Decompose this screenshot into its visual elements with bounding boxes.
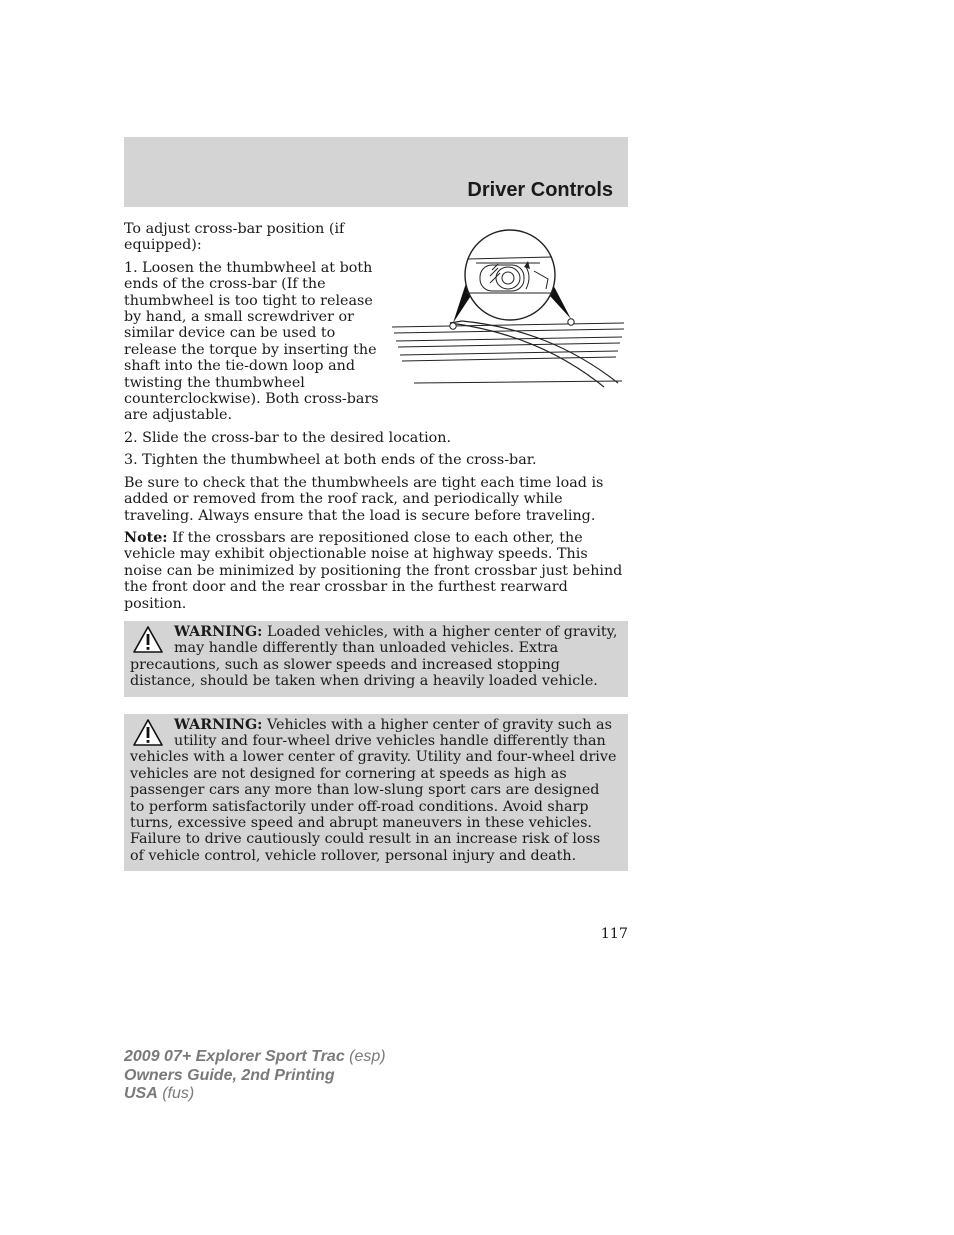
footer-line-3 xyxy=(124,1085,386,1104)
footer xyxy=(124,1048,386,1104)
warning-box xyxy=(124,714,628,872)
section-header-band xyxy=(124,137,628,207)
step-1: 1. Loosen the thumbwheel at both ends of the cross-bar (If the thumbwheel is too tight to release by hand, a small screwdriver or similar device can be used to release the torque by inserting the shaft into the tie-down loop and twisting the thumbwheel counterclockwise). Both cross-bars are adjustable. xyxy=(124,259,379,424)
section-title: Driver Controls xyxy=(467,179,613,201)
step-3: 3. Tighten the thumbwheel at both ends of the cross-bar. xyxy=(124,452,537,469)
warning-label: WARNING: xyxy=(174,716,263,733)
footer-model: 2009 07+ Explorer Sport Trac xyxy=(124,1048,345,1065)
warning-triangle-icon xyxy=(132,625,164,655)
step-2: 2. Slide the cross-bar to the desired location. xyxy=(124,429,452,446)
footer-market: USA xyxy=(124,1085,158,1102)
footer-model-code: (esp) xyxy=(344,1048,386,1065)
warning-box xyxy=(124,621,628,697)
check-paragraph: Be sure to check that the thumbwheels are tight each time load is added or removed from the roof rack, and periodically while traveling. Always ensure that the load is secure before traveling. xyxy=(124,474,604,524)
footer-line-1 xyxy=(124,1048,386,1067)
page-content xyxy=(124,221,628,871)
footer-market-code: (fus) xyxy=(157,1085,195,1102)
note-paragraph xyxy=(124,530,628,612)
note-label: Note: xyxy=(124,529,168,546)
footer-line-2 xyxy=(124,1067,386,1086)
intro-paragraph: To adjust cross-bar position (if equipped): xyxy=(124,221,345,254)
footer-printing: Owners Guide, 2nd Printing xyxy=(124,1066,335,1084)
note-text: If the crossbars are repositioned close to each other, the vehicle may exhibit objectionable noise at highway speeds. This noise can be minimized by positioning the front crossbar just behind the front door and the rear crossbar in the furthest rearward position. xyxy=(124,529,623,612)
warning-text: Vehicles with a higher center of gravity such as utility and four-wheel drive vehicles handle differently than vehicles with a lower center of gravity. Utility and four-wheel drive vehicles are not designed for cornering at speeds as high as passenger cars any more than low-slung sport cars are designed to perform satisfactorily under off-road conditions. Avoid sharp turns, excessive speed and abrupt maneuvers in these vehicles. Failure to drive cautiously could result in an increase risk of loss of vehicle control, vehicle rollover, personal injury and death. xyxy=(130,716,617,864)
warning-label: WARNING: xyxy=(174,623,263,640)
page-number: 117 xyxy=(600,926,628,942)
warning-triangle-icon xyxy=(132,718,164,748)
warning-text: Loaded vehicles, with a higher center of gravity, may handle differently than unloaded vehicles. Extra precautions, such as slower speeds and increased stopping distance, should be taken when driving a heavily loaded vehicle. xyxy=(130,623,618,690)
